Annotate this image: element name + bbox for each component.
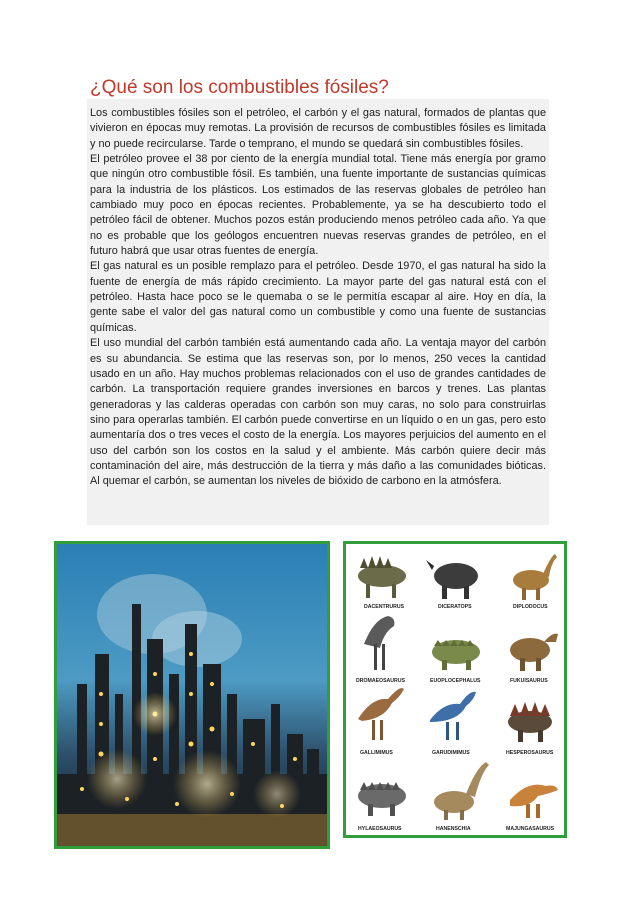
label-majungasaurus: MAJUNGASAURUS	[506, 826, 555, 832]
article-body	[90, 106, 546, 490]
label-diplodocus: DIPLODOCUS	[513, 604, 548, 610]
paragraph-carbon: El uso mundial del carbón también está aumentando cada año. La ventaja mayor del carbón es su abundancia. Se estima que las reservas son, por lo menos, 250 veces la cantidad usado en un año. Hay muchos problemas relacionados con el uso de grandes cantidades de carbón. La transportación requiere grandes inversiones en barcos y trenes. Las plantas generadoras y las calderas operadas con carbón son muy caras, no solo para construirlas sino para operarlas también. El carbón puede convertirse en un líquido o en un gas, pero esto aumentaría dos o tres veces el costo de la energía. Los mayores perjuicios del aumento en el uso del carbón son los costos en la salud y el ambiente. Más carbón quiere decir más contaminación del aire, más destrucción de la tierra y más daño a las comunidades bióticas. Al quemar el carbón, se aumentan los niveles de bióxido de carbono en la atmósfera.	[90, 337, 546, 488]
label-dromaeosaurus: DROMAEOSAURUS	[356, 678, 405, 684]
label-fukuisaurus: FUKUISAURUS	[510, 678, 548, 684]
label-hesperosaurus: HESPEROSAURUS	[506, 750, 554, 756]
dinosaur-chart-image	[343, 541, 567, 838]
label-garudimimus: GARUDIMIMUS	[432, 750, 470, 756]
label-hanenschia: HANENSCHIA	[436, 826, 471, 832]
label-dacentrurus: DACENTRURUS	[364, 604, 405, 610]
paragraph-petroleo: El petróleo provee el 38 por ciento de la energía mundial total. Tiene más energía por gramo que ningún otro combustible fósil. Es también, una fuente importante de sustancias químicas para la industria de los plásticos. Los estimados de las reservas globales de petróleo han cambiado muy poco en épocas recientes. Probablemente, ya se ha descubierto todo el petróleo fácil de obtener. Muchos pozos están produciendo menos petróleo cada año. Ya que no es probable que los geólogos encuentren nuevas reservas grandes de petróleo, en el futuro habrá que usar otras fuentes de energía.	[90, 153, 546, 258]
page-title: ¿Qué son los combustibles fósiles?	[90, 77, 389, 98]
paragraph-gas-natural: El gas natural es un posible remplazo para el petróleo. Desde 1970, el gas natural ha sido la fuente de energía de más rápido crecimiento. La mayor parte del gas natural está con el petróleo. Hasta hace poco se le quemaba o se le permitía escapar al aire. Hoy en día, la gente sabe el valor del gas natural como un combustible y como una fuente de sustancias químicas.	[90, 260, 546, 334]
label-hylaeosaurus: HYLAEOSAURUS	[358, 826, 402, 832]
refinery-photo	[54, 541, 330, 849]
label-diceratops: DICERATOPS	[438, 604, 472, 610]
label-euoplocephalus: EUOPLOCEPHALUS	[430, 678, 481, 684]
paragraph-intro: Los combustibles fósiles son el petróleo, el carbón y el gas natural, formados de plantas que vivieron en épocas muy remotas. La provisión de recursos de combustibles fósiles es limitada y no puede recircularse. Tarde o temprano, el mundo se quedará sin combustibles fósiles.	[90, 107, 546, 150]
label-gallimimus: GALLIMIMUS	[360, 750, 393, 756]
